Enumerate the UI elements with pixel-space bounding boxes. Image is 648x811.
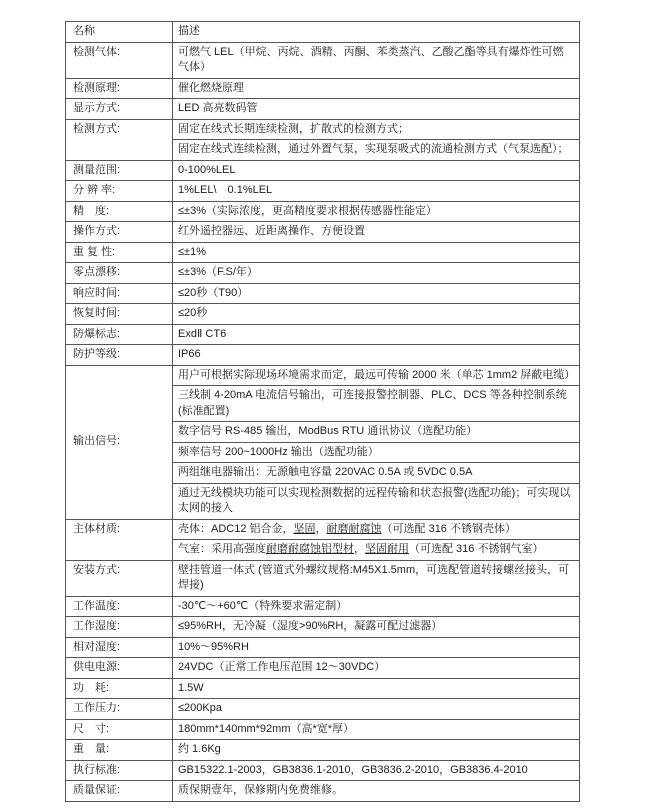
table-row: [66, 719, 580, 740]
underlined-text: 耐磨耐腐蚀铝型材: [266, 543, 354, 555]
spec-label-cell: 执行标准:: [66, 760, 173, 781]
table-row: [66, 222, 580, 243]
spec-value-cell: ≤95%RH，无冷凝（湿度>90%RH，凝露可配过滤器）: [173, 617, 580, 638]
spec-label-cell: 检测原理:: [66, 78, 173, 99]
text-segment: 壳体：ADC12 铝合金，: [178, 522, 294, 535]
table-row: [66, 637, 580, 658]
spec-label-cell: 重 量:: [66, 740, 173, 761]
spec-label-cell: 操作方式:: [66, 222, 173, 243]
spec-value-cell: 固定在线式连续检测，通过外置气泵，实现泵吸式的流通检测方式（气泵选配）；: [173, 140, 580, 161]
spec-value-cell: 180mm*140mm*92mm（高*宽*厚）: [173, 719, 580, 740]
table-row: [66, 304, 580, 325]
text-segment: 气室：采用高强度: [178, 543, 266, 555]
spec-label-cell: 安装方式:: [66, 560, 173, 596]
text-segment: ，: [354, 543, 365, 555]
spec-label-cell: 工作湿度:: [66, 617, 173, 638]
spec-value-cell: [173, 519, 580, 540]
spec-label-cell: 主体材质:: [66, 519, 173, 560]
text-segment: （可选配 316 不锈钢气室）: [409, 543, 544, 555]
spec-label-cell: 输出信号:: [66, 365, 173, 519]
spec-label-cell: 零点漂移:: [66, 263, 173, 284]
spec-label-cell: 响应时间:: [66, 283, 173, 304]
table-row: [66, 242, 580, 263]
table-row: [66, 119, 580, 140]
spec-label-cell: 恢复时间:: [66, 304, 173, 325]
spec-value-cell: 24VDC（正常工作电压范围 12～30VDC）: [173, 658, 580, 679]
header-name-cell: 名称: [66, 22, 173, 43]
spec-table-body: [66, 22, 580, 802]
table-row: [66, 781, 580, 802]
spec-value-cell: 通过无线模块功能可以实现检测数据的远程传输和状态报警(选配功能)；可实现以太网的接入: [173, 483, 580, 519]
spec-label-cell: 重 复 性:: [66, 242, 173, 263]
table-row: [66, 42, 580, 78]
table-row: [66, 99, 580, 120]
spec-label-cell: 分 辨 率:: [66, 181, 173, 202]
spec-label-cell: 检测方式:: [66, 119, 173, 160]
table-row: [66, 283, 580, 304]
spec-value-cell: [173, 540, 580, 561]
spec-value-cell: 红外遥控器远、近距离操作、方便设置: [173, 222, 580, 243]
spec-label-cell: 工作压力:: [66, 699, 173, 720]
spec-value-cell: LED 高亮数码管: [173, 99, 580, 120]
spec-label-cell: 相对湿度:: [66, 637, 173, 658]
underlined-text: 坚固耐用: [365, 543, 409, 555]
spec-value-cell: ≤20秒（T90）: [173, 283, 580, 304]
table-row: [66, 658, 580, 679]
spec-label-cell: 质量保证:: [66, 781, 173, 802]
spec-value-cell: ≤±3%（F.S/年）: [173, 263, 580, 284]
underlined-text: 坚固: [293, 522, 316, 535]
spec-value-cell: 10%～95%RH: [173, 637, 580, 658]
spec-value-cell: 两组继电器输出：无源触电容量 220VAC 0.5A 或 5VDC 0.5A: [173, 463, 580, 484]
spec-value-cell: 催化燃烧原理: [173, 78, 580, 99]
spec-value-cell: IP66: [173, 345, 580, 366]
spec-table: [65, 21, 580, 802]
spec-value-cell: ≤±1%: [173, 242, 580, 263]
spec-label-cell: 供电电源:: [66, 658, 173, 679]
table-row: [66, 181, 580, 202]
table-row: [66, 519, 580, 540]
spec-value-cell: ExdⅡ CT6: [173, 324, 580, 345]
header-desc-cell: 描述: [173, 22, 580, 43]
spec-label-cell: 测量范围:: [66, 160, 173, 181]
spec-value-cell: 质保期壹年，保修期内免费维修。: [173, 781, 580, 802]
table-row: [66, 699, 580, 720]
table-row: [66, 201, 580, 222]
table-row: [66, 740, 580, 761]
spec-value-cell: 0-100%LEL: [173, 160, 580, 181]
spec-value-cell: 用户可根据实际现场环境需求而定，最远可传输 2000 米（单芯 1mm2 屏蔽电缆）: [173, 365, 580, 386]
table-row: [66, 324, 580, 345]
spec-value-cell: 可燃气 LEL（甲烷、丙烷、酒精、丙酮、苯类蒸汽、乙酸乙酯等具有爆炸性可燃气体）: [173, 42, 580, 78]
spec-value-cell: 1.5W: [173, 678, 580, 699]
spec-value-cell: 频率信号 200~1000Hz 输出（选配功能）: [173, 442, 580, 463]
spec-label-cell: 检测气体:: [66, 42, 173, 78]
spec-label-cell: 功 耗:: [66, 678, 173, 699]
text-segment: （可选配 316 不锈钢壳体）: [381, 522, 516, 535]
table-row: [66, 760, 580, 781]
table-row: [66, 160, 580, 181]
spec-label-cell: 尺 寸:: [66, 719, 173, 740]
underlined-text: 耐磨耐腐蚀: [326, 522, 382, 535]
spec-value-cell: ≤±3%（实际浓度，更高精度要求根据传感器性能定）: [173, 201, 580, 222]
spec-label-cell: 防护等级:: [66, 345, 173, 366]
spec-label-cell: 精 度:: [66, 201, 173, 222]
spec-value-cell: 约 1.6Kg: [173, 740, 580, 761]
text-segment: ，: [315, 522, 327, 535]
spec-value-cell: 壁挂管道一体式 (管道式外螺纹规格:M45X1.5mm，可选配管道转接螺丝接头，可焊接): [173, 560, 580, 596]
spec-value-cell: 固定在线式长期连续检测，扩散式的检测方式；: [173, 119, 580, 140]
spec-value-cell: 三线制 4-20mA 电流信号输出，可连接报警控制器、PLC、DCS 等各种控制系统(标准配置): [173, 386, 580, 422]
table-row: [66, 560, 580, 596]
table-row: [66, 617, 580, 638]
table-row: [66, 345, 580, 366]
table-row: [66, 365, 580, 386]
spec-value-cell: -30℃～+60℃（特殊要求需定制）: [173, 596, 580, 617]
header-row: [66, 22, 580, 43]
table-row: [66, 678, 580, 699]
spec-label-cell: 显示方式:: [66, 99, 173, 120]
spec-value-cell: ≤20秒: [173, 304, 580, 325]
spec-value-cell: GB15322.1-2003，GB3836.1-2010，GB3836.2-2010，GB3836.4-2010: [173, 760, 580, 781]
spec-label-cell: 防爆标志:: [66, 324, 173, 345]
spec-value-cell: 数字信号 RS-485 输出，ModBus RTU 通讯协议（选配功能）: [173, 422, 580, 443]
spec-label-cell: 工作温度:: [66, 596, 173, 617]
spec-value-cell: 1%LEL\ 0.1%LEL: [173, 181, 580, 202]
spec-value-cell: ≤200Kpa: [173, 699, 580, 720]
table-row: [66, 596, 580, 617]
table-row: [66, 263, 580, 284]
table-row: [66, 78, 580, 99]
